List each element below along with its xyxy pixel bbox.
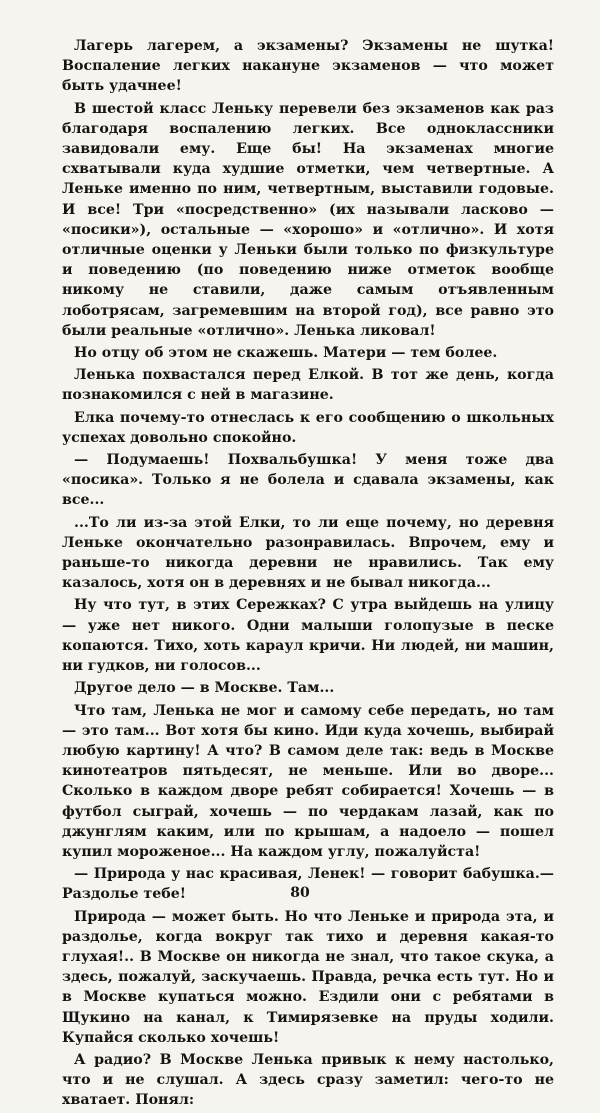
paragraph-7: ...То ли из-за этой Елки, то ли еще почему, но деревня Леньке окончательно разонравилась. Впрочем, ему и раньше-то никогда деревни не нравились. Так ему казалось, хотя он в деревнях и не бывал никогда... [62,514,554,592]
paragraph-12: Природа — может быть. Но что Леньке и природа эта, и раздолье, когда вокруг так тихо и деревня какая-то глухая!.. В Москве он никогда не знал, что такое скука, а здесь, пожалуй, заскучаешь. Правда, речка есть тут. Но и в Москве купаться можно. Ездили они с ребятами в Щукино на канал, к Тимирязевке на пруды ходили. Купайся сколько хочешь! [62,908,554,1046]
paragraph-13: А радио? В Москве Ленька привык к нему настолько, что и не слушал. А здесь сразу заметил: чего-то не хватает. Понял: [62,1051,554,1109]
page-number: 80 [290,885,310,901]
paragraph-2: В шестой класс Леньку перевели без экзаменов как раз благодаря воспалению легких. Все одноклассники завидовали ему. Еще бы! На экзаменах многие схватывали куда худшие отметки, чем четвертные. А Леньке именно по ним, четвертным, выставили годовые. И все! Три «посредственно» (их называли ласково — «посики»), остальные — «хорошо» и «отлично». И хотя отличные оценки у Леньки были только по физкультуре и поведению (по поведению ниже отметок вообще никому не ставили, даже самым отъявленным лоботрясам, загремевшим на второй год), все равно это были реальные «отлично». Ленька ликовал! [62,100,554,339]
page-text [62,36,554,1113]
paragraph-8: Ну что тут, в этих Сережках? С утра выйдешь на улицу — уже нет никого. Одни малыши голопузые в песке копаются. Тихо, хоть караул кричи. Ни людей, ни машин, ни гудков, ни голосов... [62,597,554,675]
paragraph-9: Другое дело — в Москве. Там... [74,680,335,697]
paragraph-1: Лагерь лагерем, а экзамены? Экзамены не шутка! Воспаление легких накануне экзаменов — что может быть удачнее! [62,38,554,95]
paragraph-10: Что там, Ленька не мог и самому себе передать, но там — это там... Вот хотя бы кино. Иди куда хочешь, выбирай любую картину! А что? В самом деле так: ведь в Москве кинотеатров пятьдесят, не меньше. Или во дворе... Сколько в каждом дворе ребят собирается! Хочешь — в футбол сыграй, хочешь — по чердакам лазай, как по джунглям каким, или по крышам, а надоело — пошел купил мороженое... На каждом углу, пожалуйста! [62,702,554,860]
paragraph-4: Ленька похвастался перед Елкой. В тот же день, когда познакомился с ней в магазине. [62,367,554,404]
paragraph-11: — Природа у нас красивая, Ленек! — говорит бабушка.— Раздолье тебе! [62,866,554,903]
paragraph-6: — Подумаешь! Похвальбушка! У меня тоже два «посика». Только я не болела и сдавала экзамены, как все... [62,452,554,509]
paragraph-5: Елка почему-то отнеслась к его сообщению о школьных успехах довольно спокойно. [62,409,554,446]
paragraph-3: Но отцу об этом не скажешь. Матери — тем более. [74,345,498,362]
